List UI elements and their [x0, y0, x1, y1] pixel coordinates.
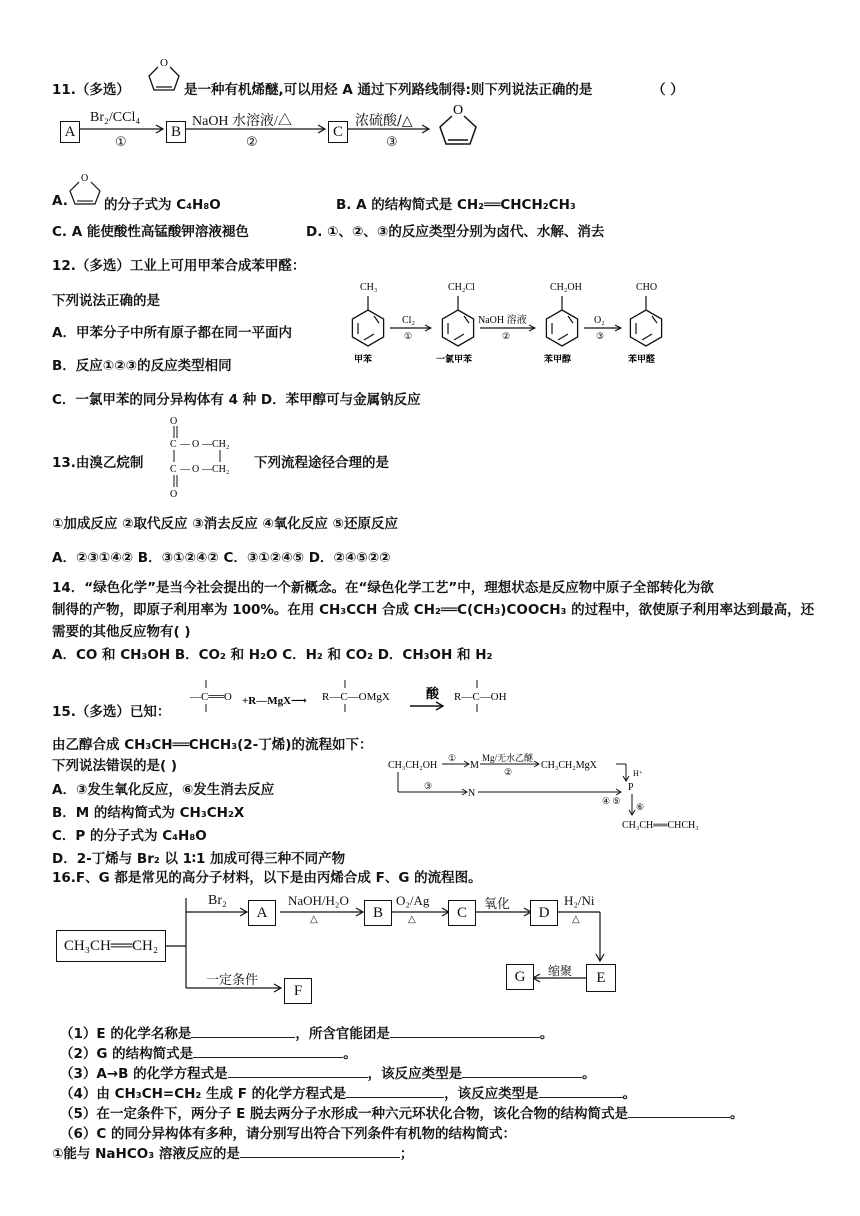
q11-step-3: ③ [386, 135, 398, 150]
q15-flow-product: CH₃CH══CHCH₃ [622, 820, 699, 831]
q16-reagent-h2ni: H₂/Ni [564, 893, 595, 908]
q11-reagent-1: Br₂/CCl₄ [90, 110, 141, 125]
q13-dash-2: — [202, 439, 212, 450]
q13-ch2-top: CH₂ [212, 439, 230, 450]
q16-box-b: B [364, 900, 392, 926]
svg-text:O: O [81, 173, 89, 184]
dihydrofuran-structure-icon [144, 54, 184, 96]
q12-step-1: ① [404, 331, 413, 341]
q11-step-2: ② [246, 135, 258, 150]
q11-option-a-prefix: A. [52, 193, 68, 209]
q15-option-c: C．P 的分子式为 C₄H₈O [52, 828, 207, 844]
q14-line-3: 需要的其他反应物有( ) [52, 624, 191, 640]
q11-stem-text: 是一种有机烯醚,可以用烃 A 通过下列路线制得:则下列说法正确的是 [184, 82, 593, 98]
q15-flow-start: CH₃CH₂OH [388, 760, 438, 771]
q12-toluene-scheme [340, 276, 680, 368]
q13-dash-3: — [180, 464, 190, 475]
q12-reagent-3: O₂ [594, 315, 605, 326]
q12-group-1: CH₃ [360, 282, 378, 293]
q13-o-ring-1: O [192, 439, 200, 450]
q16-blank-4b[interactable] [539, 1083, 623, 1098]
q16-sub-6: （6）C 的同分异构体有多种，请分别写出符合下列条件有机物的结构简式： [60, 1126, 516, 1142]
q12-name-1: 甲苯 [354, 354, 373, 364]
q13-o-bottom: O [170, 489, 178, 500]
q15-flow-step-3: ③ [424, 781, 433, 791]
q15-reagent: +R—MgX⟶ [242, 695, 307, 707]
q16-reagent-br2: Br₂ [208, 893, 227, 908]
q15-flow-mg: Mg/无水乙醚 [482, 753, 534, 763]
q12-group-4: CHO [636, 282, 658, 293]
q11-option-b: B. A 的结构简式是 CH₂══CHCH₂CH₃ [336, 197, 576, 213]
q15-grignard-equation [180, 676, 520, 724]
q15-flow-step-6: ⑥ [636, 802, 645, 812]
q14-line-2: 制得的产物，即原子利用率为 100%。在用 CH₃CCH 合成 CH₂══C(CH₃)COOCH₃ 的过程中，欲使原子利用率达到最高，还 [52, 602, 815, 618]
q16-blank-3b[interactable] [462, 1063, 582, 1078]
q16-heat-2: △ [408, 914, 416, 925]
q15-lead: 下列说法错误的是( ) [52, 758, 178, 774]
q12-step-3: ③ [596, 331, 605, 341]
q13-dash-1: — [180, 439, 190, 450]
q16-sub-2: （2）G 的结构简式是 。 [60, 1042, 357, 1062]
q11-box-b: B [166, 121, 186, 143]
q12-group-2: CH₂Cl [448, 282, 475, 293]
q14-options: A．CO 和 CH₃OH B．CO₂ 和 H₂O C．H₂ 和 CO₂ D．CH₃OH 和 H₂ [52, 647, 493, 663]
q15-acid-label: 酸 [426, 686, 440, 701]
q16-heat-1: △ [310, 914, 318, 925]
q13-ch2-bottom: CH₂ [212, 464, 230, 475]
q16-box-f: F [284, 978, 312, 1004]
q13-reaction-types: ①加成反应 ②取代反应 ③消去反应 ④氧化反应 ⑤还原反应 [52, 516, 398, 532]
q12-name-3: 苯甲醇 [544, 354, 572, 364]
q11-product-dihydrofuran-icon [434, 100, 482, 152]
q16-box-a: A [248, 900, 276, 926]
q15-alcohol: R—C—OH [454, 691, 507, 703]
q15-flow-step-2: ② [504, 767, 513, 777]
q12-step-2: ② [502, 331, 511, 341]
q11-stem-prefix: 11.（多选） [52, 82, 130, 98]
q11-option-c: C. A 能使酸性高锰酸钾溶液褪色 [52, 224, 249, 240]
q16-box-g: G [506, 964, 534, 990]
q15-flow-m: M [470, 760, 479, 771]
q16-blank-4a[interactable] [346, 1083, 444, 1098]
q11-option-a-structure-icon [66, 170, 104, 210]
q13-dash-4: — [202, 464, 212, 475]
q13-stem-prefix: 13.由溴乙烷制 [52, 455, 144, 471]
q16-box-c: C [448, 900, 476, 926]
q15-ethanol-flow [386, 750, 726, 836]
q16-box-d: D [530, 900, 558, 926]
q16-reagent-oxidation: 氧化 [484, 897, 511, 912]
q13-options: A．②③①④② B．③①②④② C．③①②④⑤ D．②④⑤②② [52, 550, 391, 566]
q16-blank-1b[interactable] [390, 1023, 540, 1038]
q16-start-propene: CH₃CH══CH₂ [56, 930, 166, 962]
q11-answer-paren: （ ） [652, 82, 684, 98]
svg-text:O: O [160, 57, 168, 69]
q16-stem: 16.F、G 都是常见的高分子材料，以下是由丙烯合成 F、G 的流程图。 [52, 870, 482, 886]
q15-flow-grignard: CH₃CH₂MgX [541, 760, 597, 771]
svg-text:O: O [453, 103, 464, 118]
q12-name-2: 一氯甲苯 [436, 354, 473, 364]
q15-option-b: B．M 的结构简式为 CH₃CH₂X [52, 805, 245, 821]
q15-alkoxide: R—C—OMgX [322, 691, 390, 703]
q12-option-c-d: C．一氯甲苯的同分异构体有 4 种 D．苯甲醇可与金属钠反应 [52, 392, 421, 408]
q11-reagent-3: 浓硫酸/△ [355, 113, 413, 129]
q11-box-c: C [328, 121, 348, 143]
q11-arrow-2-icon [186, 124, 328, 134]
q12-option-b: B．反应①②③的反应类型相同 [52, 358, 232, 374]
q11-reagent-2: NaOH 水溶液/△ [192, 114, 292, 129]
q16-sub-1: （1）E 的化学名称是 ，所含官能团是 。 [60, 1022, 553, 1042]
q16-reagent-polycondensation: 缩聚 [548, 964, 573, 978]
q12-reagent-1: Cl₂ [402, 315, 415, 326]
q11-box-a: A [60, 121, 80, 143]
q15-option-d: D．2-丁烯与 Br₂ 以 1∶1 加成可得三种不同产物 [52, 851, 346, 867]
q12-lead: 下列说法正确的是 [52, 293, 160, 309]
q16-blank-6-1[interactable] [240, 1143, 400, 1158]
q11-step-1: ① [115, 135, 127, 150]
q15-carbonyl: —C══O [190, 691, 232, 703]
q15-flow-step-45: ④ ⑤ [602, 796, 621, 806]
q15-flow-h: H⁺ [633, 769, 643, 778]
q16-blank-5[interactable] [628, 1103, 730, 1118]
q16-box-e: E [586, 964, 616, 992]
q13-c-top: C [170, 439, 177, 450]
q16-reagent-naoh: NaOH/H₂O [288, 893, 349, 908]
q16-blank-3a[interactable] [228, 1063, 368, 1078]
q16-sub-5: （5）在一定条件下，两分子 E 脱去两分子水形成一种六元环状化合物，该化合物的结构简式是 。 [60, 1102, 744, 1122]
q13-o-ring-2: O [192, 464, 200, 475]
q16-blank-2[interactable] [193, 1043, 343, 1058]
q16-condition: 一定条件 [206, 973, 259, 988]
q12-group-3: CH₂OH [550, 282, 582, 293]
q12-name-4: 苯甲醛 [628, 354, 656, 364]
q16-sub-4: （4）由 CH₃CH=CH₂ 生成 F 的化学方程式是 ，该反应类型是 。 [60, 1082, 636, 1102]
q15-flow-step-1: ① [448, 753, 457, 763]
q16-heat-4: △ [572, 914, 580, 925]
q11-arrow-1-icon [80, 124, 166, 134]
q14-line-1: 14．“绿色化学”是当今社会提出的一个新概念。在“绿色化学工艺”中，理想状态是反应物中原子全部转化为欲 [52, 580, 714, 596]
q16-reagent-o2ag: O₂/Ag [396, 893, 430, 908]
q13-o-top: O [170, 416, 178, 427]
q15-flow-p: P [628, 782, 634, 793]
q15-option-a: A．③发生氧化反应，⑥发生消去反应 [52, 782, 275, 798]
q11-option-a: 的分子式为 C₄H₈O [104, 197, 221, 213]
q12-stem: 12.（多选）工业上可用甲苯合成苯甲醛： [52, 258, 306, 274]
q15-intro: 由乙醇合成 CH₃CH══CHCH₃(2-丁烯)的流程如下： [52, 737, 373, 753]
q12-option-a: A．甲苯分子中所有原子都在同一平面内 [52, 325, 292, 341]
q16-sub-6-1: ①能与 NaHCO₃ 溶液反应的是 ； [52, 1142, 413, 1162]
q13-oxalate-structure [150, 412, 250, 500]
q13-c-bottom: C [170, 464, 177, 475]
q16-sub-3: （3）A→B 的化学方程式是 ，该反应类型是 。 [60, 1062, 596, 1082]
q15-stem: 15.（多选）已知： [52, 704, 171, 720]
q11-option-d: D. ①、②、③的反应类型分别为卤代、水解、消去 [306, 224, 605, 240]
q11-arrow-3-icon [348, 124, 432, 134]
q16-blank-1a[interactable] [191, 1023, 295, 1038]
q13-stem-text: 下列流程途径合理的是 [254, 455, 389, 471]
q12-reagent-2: NaOH 溶液 [478, 315, 527, 326]
q15-flow-n: N [468, 788, 476, 799]
